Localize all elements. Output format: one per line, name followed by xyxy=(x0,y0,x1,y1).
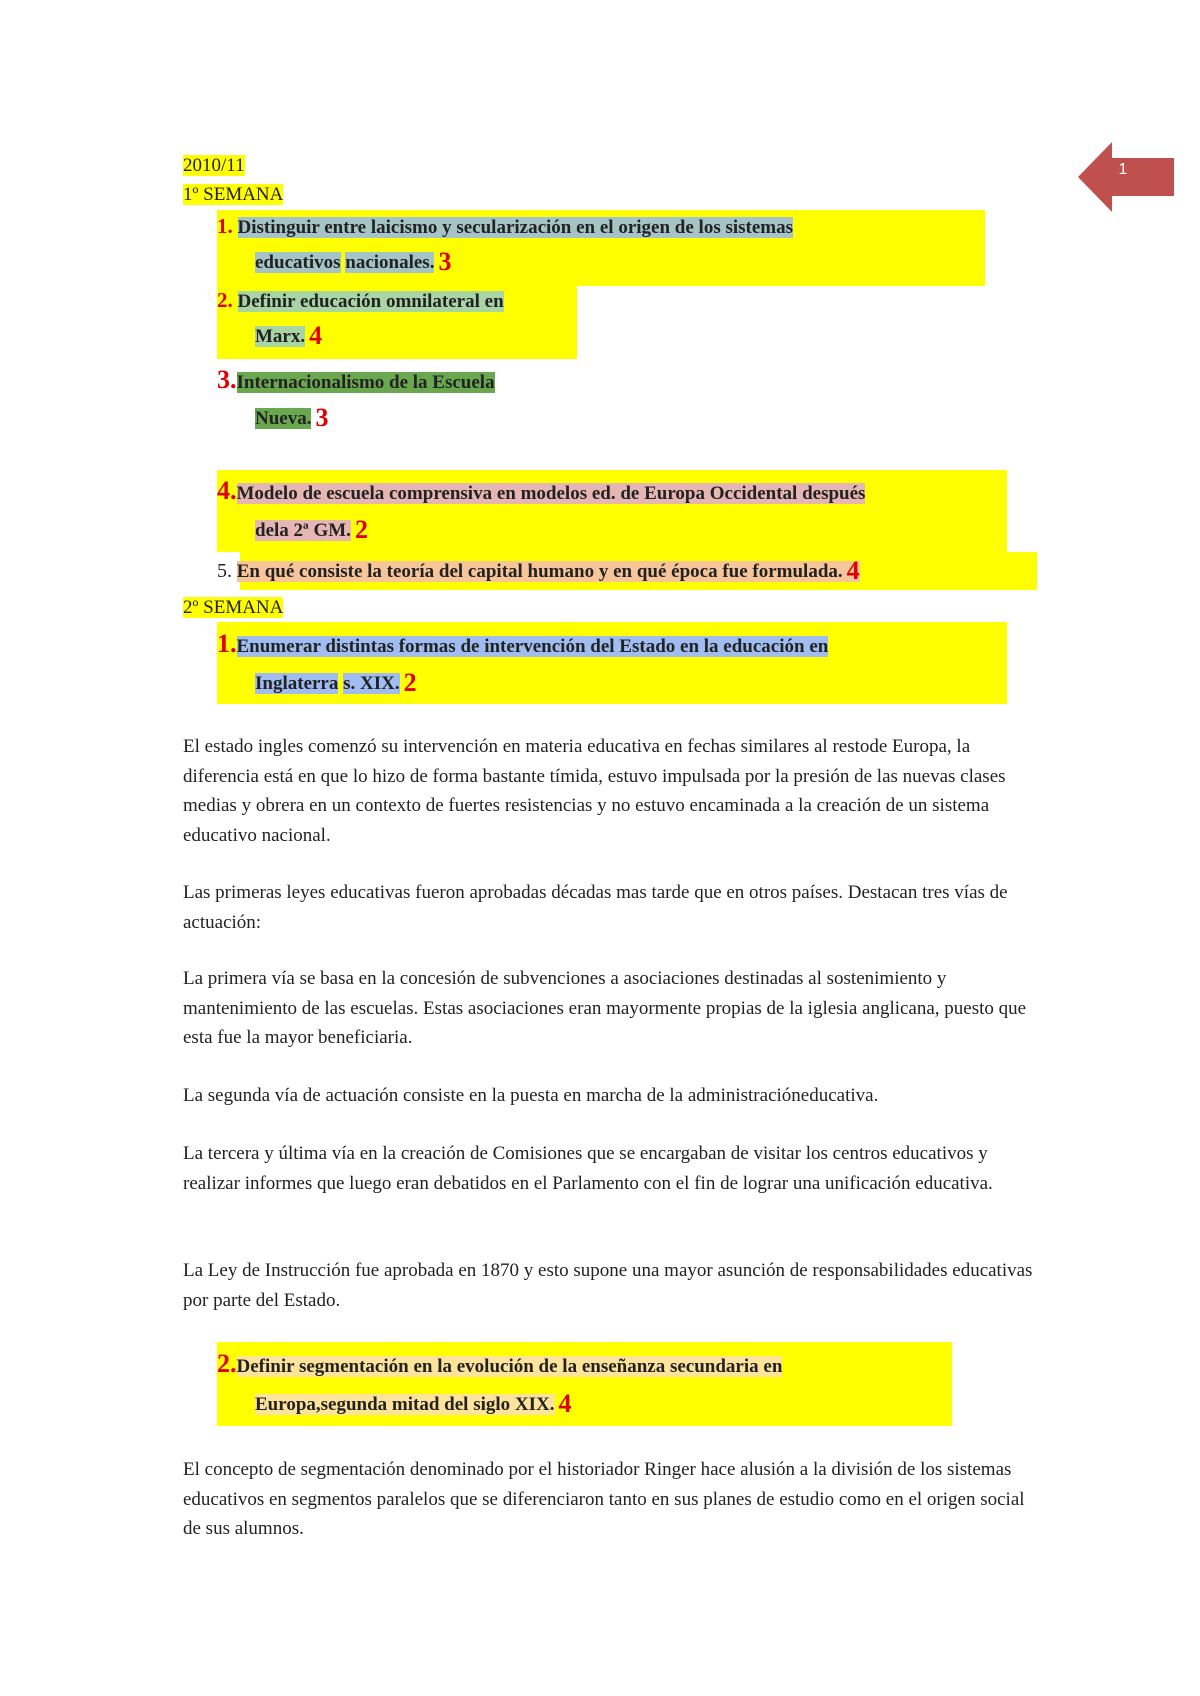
paragraph: Las primeras leyes educativas fueron aprobadas décadas mas tarde que en otros países. Destacan tres vías de actuación: xyxy=(183,882,1008,933)
week1-item-4-line2: dela 2ª GM. 2 xyxy=(255,515,368,544)
week1-item-4: 4.Modelo de escuela comprensiva en modelos ed. de Europa Occidental después xyxy=(217,476,866,505)
week2-item-2: 2.Definir segmentación en la evolución de la enseñanza secundaria en xyxy=(217,1349,783,1378)
paragraph: La tercera y última vía en la creación de Comisiones que se encargaban de visitar los centros educativos y realizar informes que luego eran debatidos en el Parlamento con el fin de lograr una unificación educativa. xyxy=(183,1143,993,1194)
week1-item-3: 3.Internacionalismo de la Escuela xyxy=(217,365,495,394)
week2-item-1-line2: Inglaterra s. XIX. 2 xyxy=(255,668,417,697)
week2-heading: 2º SEMANA xyxy=(183,597,284,618)
page-number: 1 xyxy=(1118,161,1128,178)
week2-item-2-line2: Europa,segunda mitad del siglo XIX. 4 xyxy=(255,1389,572,1418)
week1-item-1-line2: educativos nacionales. 3 xyxy=(255,247,452,276)
week2-item-1: 1.Enumerar distintas formas de intervención del Estado en la educación en xyxy=(217,629,829,658)
week1-item-5: 5. En qué consiste la teoría del capital humano y en qué época fue formulada. 4 xyxy=(217,556,860,585)
paragraph: El estado ingles comenzó su intervención en materia educativa en fechas similares al restode Europa, la diferencia está en que lo hizo de forma bastante tímida, estuvo impulsada por la presión de las nuevas clases medias y obrera en un contexto de fuertes resistencias y no estuvo encaminada a la creación de un sistema educativo nacional. xyxy=(183,736,1006,846)
week1-item-1: 1. Distinguir entre laicismo y secularización en el origen de los sistemas xyxy=(217,214,794,238)
week1-item-3-line2: Nueva. 3 xyxy=(255,403,329,432)
paragraph: El concepto de segmentación denominado por el historiador Ringer hace alusión a la división de los sistemas educativos en segmentos paralelos que se diferenciaron tanto en sus planes de estudio como en el origen social de sus alumnos. xyxy=(183,1459,1025,1539)
week1-heading: 1º SEMANA xyxy=(183,184,284,205)
year-heading: 2010/11 xyxy=(183,155,245,176)
week1-item-2: 2. Definir educación omnilateral en xyxy=(217,288,504,312)
paragraph: La Ley de Instrucción fue aprobada en 1870 y esto supone una mayor asunción de responsabilidades educativas por parte del Estado. xyxy=(183,1260,1033,1311)
week1-item-2-line2: Marx. 4 xyxy=(255,321,323,350)
paragraph: La segunda vía de actuación consiste en la puesta en marcha de la administracióneducativa. xyxy=(183,1085,879,1106)
paragraph: La primera vía se basa en la concesión de subvenciones a asociaciones destinadas al sostenimiento y mantenimiento de las escuelas. Estas asociaciones eran mayormente propias de la iglesia anglicana, puesto que esta fue la mayor beneficiaria. xyxy=(183,968,1027,1048)
